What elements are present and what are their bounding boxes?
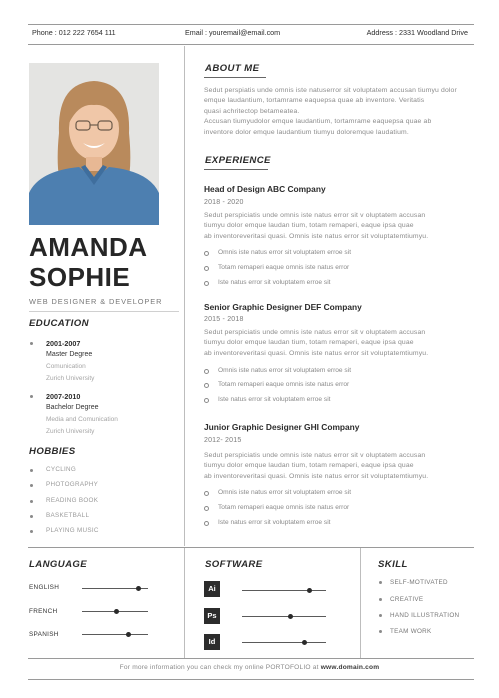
software-bar xyxy=(242,590,326,591)
job-bullet: Totam remaperi eaque omnis iste natus error xyxy=(218,381,350,388)
software-level xyxy=(307,588,312,593)
job-bullet: Omnis iste natus error sit voluptatem erroe sit xyxy=(218,489,352,496)
education-field: Media and Comunication xyxy=(46,416,118,423)
software-level xyxy=(302,640,307,645)
footer-text: For more information you can check my online PORTOFOLIO at xyxy=(119,664,321,671)
skill-title: SKILL xyxy=(378,559,408,570)
job-line: Sedut perspiciatis unde omnis iste natus error sit v oluptatem accusan xyxy=(204,212,426,219)
profile-photo xyxy=(29,63,159,225)
job-line: ab inventoreveritasi quasi. Omnis iste natus error sit voluptatemtiumyu. xyxy=(204,472,429,480)
education-bullet xyxy=(30,342,33,345)
skill-item: HAND ILLUSTRATION xyxy=(390,612,460,619)
software-bar xyxy=(242,616,326,617)
job-title: Head of Design ABC Company xyxy=(204,184,326,194)
education-degree: Master Degree xyxy=(46,351,93,358)
job-line: tiumyu dolor emque laudan tium, totam remaperi, eaque ipsa quae xyxy=(204,222,414,230)
software-bar xyxy=(242,642,326,643)
education-school: Zurich University xyxy=(46,428,95,435)
job-title: Senior Graphic Designer DEF Company xyxy=(204,302,362,312)
about-line: Sedut perspiatis unde omnis iste natuserror sit voluptatem accusan tiumyu dolor xyxy=(204,87,457,94)
language-level xyxy=(136,586,141,591)
top-rule xyxy=(28,24,474,25)
hobby-item: CYCLING xyxy=(46,466,77,473)
job-line: tiumyu dolor emque laudan tium, totam remaperi, eaque ipsa quae xyxy=(204,339,414,347)
portrait-image xyxy=(29,63,159,225)
job-bullet: Totam remaperi eaque omnis iste natus error xyxy=(218,504,350,511)
footer-domain-link[interactable]: www.domain.com xyxy=(320,664,380,671)
job-bullet: Omnis iste natus error sit voluptatem erroe sit xyxy=(218,249,352,256)
skill-item: CREATIVE xyxy=(390,596,424,603)
job-years: 2012- 2015 xyxy=(204,437,242,444)
address-text: Address : 2331 Woodland Drive xyxy=(366,28,468,37)
hobby-bullet xyxy=(30,469,33,472)
hobby-bullet xyxy=(30,515,33,518)
skill-bullet xyxy=(379,598,382,601)
education-bullet xyxy=(30,395,33,398)
about-title: ABOUT ME xyxy=(205,63,260,74)
bullet-circle-icon xyxy=(204,266,209,271)
bullet-circle-icon xyxy=(204,491,209,496)
indesign-icon: Id xyxy=(204,634,220,650)
about-line: emque laudantium, tortamrame eaquepsa quae ab inventore. Veritatis xyxy=(204,97,425,105)
hobby-item: READING BOOK xyxy=(46,497,99,504)
column-divider xyxy=(184,46,185,546)
job-bullet: Totam remaperi eaque omnis iste natus error xyxy=(218,264,350,271)
skill-item: SELF-MOTIVATED xyxy=(390,579,448,586)
bottom-divider xyxy=(360,548,361,658)
job-description xyxy=(204,451,476,482)
bottom-section-rule xyxy=(28,547,474,548)
about-text xyxy=(204,86,476,138)
role-rule xyxy=(29,311,179,312)
education-title: EDUCATION xyxy=(29,318,89,329)
job-line: Sedut perspiciatis unde omnis iste natus error sit v oluptatem accusan xyxy=(204,452,426,459)
hobby-bullet xyxy=(30,530,33,533)
job-bullet: Iste natus error sit voluptatem erroe sit xyxy=(218,519,331,526)
contact-rule xyxy=(28,44,474,45)
skill-bullet xyxy=(379,630,382,633)
job-line: tiumyu dolor emque laudan tium, totam remaperi, eaque ipsa quae xyxy=(204,462,414,470)
footer-note xyxy=(0,664,499,671)
illustrator-icon: Ai xyxy=(204,581,220,597)
skill-bullet xyxy=(379,614,382,617)
language-name: ENGLISH xyxy=(29,584,60,591)
hobbies-title: HOBBIES xyxy=(29,446,76,457)
about-line: inventore dolor emque laudantium tiumyu doloremque laudatium. xyxy=(204,128,409,136)
first-name: AMANDA xyxy=(29,232,148,262)
job-line: Sedut perspiciatis unde omnis iste natus error sit v oluptatem accusan xyxy=(204,329,426,336)
job-line: ab inventoreveritasi quasi. Omnis iste natus error sit voluptatemtiumyu. xyxy=(204,232,429,240)
bullet-circle-icon xyxy=(204,383,209,388)
hobby-bullet xyxy=(30,484,33,487)
job-line: ab inventoreveritasi quasi. Omnis iste natus error sit voluptatemtiumyu. xyxy=(204,349,429,357)
bullet-circle-icon xyxy=(204,251,209,256)
about-line: Accusan tiumyudolor emque laudantium, tortamrame eaquepsa quae ab xyxy=(204,118,432,126)
experience-underline xyxy=(204,169,268,170)
education-field: Comunication xyxy=(46,363,86,370)
bullet-circle-icon xyxy=(204,281,209,286)
job-bullet: Omnis iste natus error sit voluptatem erroe sit xyxy=(218,367,352,374)
hobby-bullet xyxy=(30,500,33,503)
bullet-circle-icon xyxy=(204,369,209,374)
bullet-circle-icon xyxy=(204,521,209,526)
skill-bullet xyxy=(379,581,382,584)
email-text: Email : youremail@email.com xyxy=(185,28,281,37)
footer-rule xyxy=(28,658,474,659)
software-level xyxy=(288,614,293,619)
experience-title: EXPERIENCE xyxy=(205,155,271,166)
hobby-item: PLAYING MUSIC xyxy=(46,527,99,534)
language-title: LANGUAGE xyxy=(29,559,88,570)
phone-text: Phone : 012 222 7654 111 xyxy=(32,28,116,37)
bullet-circle-icon xyxy=(204,506,209,511)
hobby-item: BASKETBALL xyxy=(46,512,90,519)
language-level xyxy=(126,632,131,637)
job-role: WEB DESIGNER & DEVELOPER xyxy=(29,297,163,306)
education-school: Zurich University xyxy=(46,375,95,382)
language-bar xyxy=(82,634,148,635)
education-year: 2007-2010 xyxy=(46,392,81,401)
bottom-divider xyxy=(184,548,185,658)
hobby-item: PHOTOGRAPHY xyxy=(46,481,99,488)
about-line: quasi achritectop betameatea. xyxy=(204,107,300,115)
bullet-circle-icon xyxy=(204,398,209,403)
language-level xyxy=(114,609,119,614)
language-name: SPANISH xyxy=(29,631,59,638)
last-name: SOPHIE xyxy=(29,262,131,292)
job-description xyxy=(204,211,476,242)
footer-bottom-rule xyxy=(28,679,474,680)
education-degree: Bachelor Degree xyxy=(46,404,99,411)
education-year: 2001-2007 xyxy=(46,339,81,348)
job-years: 2018 - 2020 xyxy=(204,199,244,206)
job-title: Junior Graphic Designer GHI Company xyxy=(204,422,360,432)
job-bullet: Iste natus error sit voluptatem erroe sit xyxy=(218,279,331,286)
photoshop-icon: Ps xyxy=(204,608,220,624)
skill-item: TEAM WORK xyxy=(390,628,432,635)
about-underline xyxy=(204,77,266,78)
job-description xyxy=(204,328,476,359)
language-name: FRENCH xyxy=(29,608,58,615)
software-title: SOFTWARE xyxy=(205,559,263,570)
job-years: 2015 - 2018 xyxy=(204,316,244,323)
job-bullet: Iste natus error sit voluptatem erroe sit xyxy=(218,396,331,403)
